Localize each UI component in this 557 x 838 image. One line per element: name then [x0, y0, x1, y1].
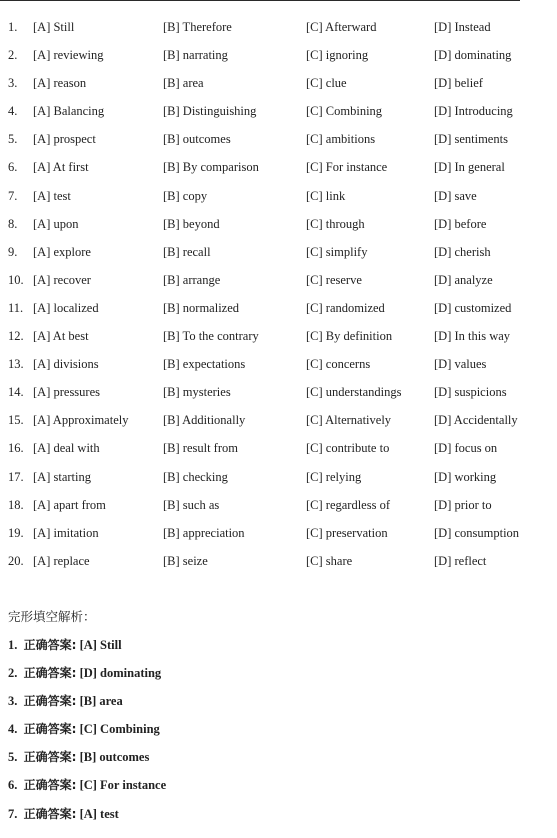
question-number: 8.	[8, 216, 18, 231]
option-a: [A] Still	[33, 20, 75, 34]
option-row	[0, 97, 557, 125]
option-c: [C] simplify	[306, 244, 368, 259]
option-b: [B] seize	[163, 553, 208, 568]
option-d: [D] Introducing	[434, 104, 513, 119]
question-number: 1.	[8, 20, 18, 34]
question-number: 20.	[8, 553, 24, 568]
option-b: [B] beyond	[163, 216, 220, 231]
options-table	[0, 13, 557, 575]
option-row	[0, 69, 557, 97]
analysis-title: 完形填空解析：	[8, 609, 96, 624]
option-row	[0, 350, 557, 378]
option-row	[0, 463, 557, 491]
answer-label: 正确答案:	[23, 666, 77, 681]
answer-value: [C] Combining	[79, 722, 160, 737]
question-number: 5.	[8, 132, 18, 147]
answer-number: 2.	[8, 666, 18, 681]
option-c: [C] For instance	[306, 160, 388, 175]
question-number: 7.	[8, 188, 18, 203]
option-c: [C] By definition	[306, 329, 393, 344]
option-d: [D] focus on	[434, 441, 498, 456]
question-number: 2.	[8, 48, 18, 63]
option-b: [B] expectations	[163, 357, 246, 372]
option-b: [B] Distinguishing	[163, 104, 257, 119]
answer-row	[8, 659, 548, 687]
option-row	[0, 238, 557, 266]
question-number: 16.	[8, 441, 24, 456]
option-a: [A] At first	[33, 160, 89, 175]
option-c: [C] clue	[306, 76, 347, 91]
option-d: [D] Accidentally	[434, 413, 518, 428]
answer-value: [B] outcomes	[79, 750, 150, 765]
option-a: [A] replace	[33, 553, 90, 568]
option-d: [D] values	[434, 357, 487, 372]
answer-label: 正确答案:	[23, 750, 77, 765]
option-c: [C] preservation	[306, 525, 388, 540]
option-c: [C] Afterward	[306, 20, 377, 34]
answer-value: [D] dominating	[79, 666, 162, 681]
option-row	[0, 519, 557, 547]
option-a: [A] apart from	[33, 497, 106, 512]
answer-value: [A] Still	[79, 638, 122, 652]
option-d: [D] prior to	[434, 497, 492, 512]
option-c: [C] ignoring	[306, 48, 369, 63]
option-a: [A] reason	[33, 76, 87, 91]
option-c: [C] Combining	[306, 104, 383, 119]
option-d: [D] belief	[434, 76, 483, 91]
option-a: [A] divisions	[33, 357, 99, 372]
answer-label: 正确答案:	[23, 806, 77, 821]
answer-number: 1.	[8, 638, 18, 652]
option-c: [C] concerns	[306, 357, 371, 372]
option-c: [C] share	[306, 553, 353, 568]
option-row	[0, 266, 557, 294]
option-row	[0, 491, 557, 519]
option-c: [C] regardless of	[306, 497, 390, 512]
option-d: [D] analyze	[434, 272, 493, 287]
option-c: [C] contribute to	[306, 441, 390, 456]
option-row	[0, 182, 557, 210]
option-a: [A] reviewing	[33, 48, 104, 63]
question-number: 19.	[8, 525, 24, 540]
option-a: [A] deal with	[33, 441, 100, 456]
question-number: 12.	[8, 329, 24, 344]
option-c: [C] link	[306, 188, 346, 203]
option-a: [A] pressures	[33, 385, 100, 400]
option-b: [B] To the contrary	[163, 329, 259, 344]
option-b: [B] By comparison	[163, 160, 259, 175]
option-c: [C] reserve	[306, 272, 362, 287]
option-a: [A] explore	[33, 244, 91, 259]
option-d: [D] sentiments	[434, 132, 508, 147]
question-number: 10.	[8, 272, 24, 287]
answer-label: 正确答案:	[23, 694, 77, 709]
question-number: 3.	[8, 76, 18, 91]
answer-row	[8, 631, 548, 659]
option-d: [D] working	[434, 469, 497, 484]
option-d: [D] customized	[434, 300, 512, 315]
option-b: [B] Additionally	[163, 413, 246, 428]
option-a: [A] localized	[33, 300, 99, 315]
option-b: [B] mysteries	[163, 385, 231, 400]
answer-list	[8, 631, 548, 828]
option-b: [B] appreciation	[163, 525, 245, 540]
option-a: [A] Approximately	[33, 413, 129, 428]
option-a: [A] upon	[33, 216, 79, 231]
question-number: 6.	[8, 160, 18, 175]
option-a: [A] imitation	[33, 525, 99, 540]
answer-label: 正确答案:	[23, 638, 77, 652]
option-b: [B] outcomes	[163, 132, 231, 147]
option-row	[0, 125, 557, 153]
option-c: [C] relying	[306, 469, 362, 484]
option-d: [D] suspicions	[434, 385, 507, 400]
question-number: 17.	[8, 469, 24, 484]
option-b: [B] checking	[163, 469, 228, 484]
answer-value: [A] test	[79, 806, 119, 821]
answer-value: [C] For instance	[79, 778, 167, 793]
answer-number: 7.	[8, 806, 18, 821]
option-c: [C] understandings	[306, 385, 402, 400]
option-d: [D] reflect	[434, 553, 487, 568]
option-a: [A] test	[33, 188, 71, 203]
option-c: [C] through	[306, 216, 365, 231]
option-row	[0, 153, 557, 181]
answer-label: 正确答案:	[23, 778, 77, 793]
option-b: [B] Therefore	[163, 20, 232, 34]
option-a: [A] starting	[33, 469, 91, 484]
option-a: [A] recover	[33, 272, 91, 287]
option-row	[0, 41, 557, 69]
option-d: [D] consumption	[434, 525, 520, 540]
option-a: [A] Balancing	[33, 104, 105, 119]
answer-label: 正确答案:	[23, 722, 77, 737]
option-row	[0, 406, 557, 434]
option-a: [A] prospect	[33, 132, 96, 147]
question-number: 13.	[8, 357, 24, 372]
answer-row	[8, 771, 548, 799]
answer-number: 5.	[8, 750, 18, 765]
question-number: 4.	[8, 104, 18, 119]
option-d: [D] In this way	[434, 329, 511, 344]
question-number: 18.	[8, 497, 24, 512]
option-d: [D] Instead	[434, 20, 491, 34]
option-c: [C] ambitions	[306, 132, 376, 147]
option-row	[0, 322, 557, 350]
option-row	[0, 210, 557, 238]
option-b: [B] result from	[163, 441, 238, 456]
answer-number: 3.	[8, 694, 18, 709]
option-row	[0, 434, 557, 462]
answer-row	[8, 800, 548, 828]
option-row	[0, 294, 557, 322]
option-d: [D] before	[434, 216, 487, 231]
option-b: [B] recall	[163, 244, 211, 259]
question-number: 9.	[8, 244, 18, 259]
answer-value: [B] area	[79, 694, 123, 709]
question-number: 11.	[8, 300, 24, 315]
answer-row	[8, 687, 548, 715]
option-b: [B] copy	[163, 188, 208, 203]
answer-row	[8, 715, 548, 743]
option-d: [D] cherish	[434, 244, 491, 259]
question-number: 14.	[8, 385, 24, 400]
option-d: [D] dominating	[434, 48, 512, 63]
option-d: [D] In general	[434, 160, 505, 175]
answer-number: 4.	[8, 722, 18, 737]
option-b: [B] area	[163, 76, 204, 91]
option-row	[0, 13, 557, 41]
option-b: [B] arrange	[163, 272, 221, 287]
option-d: [D] save	[434, 188, 477, 203]
option-c: [C] randomized	[306, 300, 385, 315]
answer-row	[8, 743, 548, 771]
option-a: [A] At best	[33, 329, 89, 344]
option-c: [C] Alternatively	[306, 413, 392, 428]
answer-number: 6.	[8, 778, 18, 793]
option-b: [B] narrating	[163, 48, 228, 63]
analysis-section	[8, 603, 548, 828]
question-number: 15.	[8, 413, 24, 428]
option-b: [B] normalized	[163, 300, 240, 315]
option-row	[0, 378, 557, 406]
option-b: [B] such as	[163, 497, 220, 512]
option-row	[0, 547, 557, 575]
top-rule	[0, 0, 520, 1]
